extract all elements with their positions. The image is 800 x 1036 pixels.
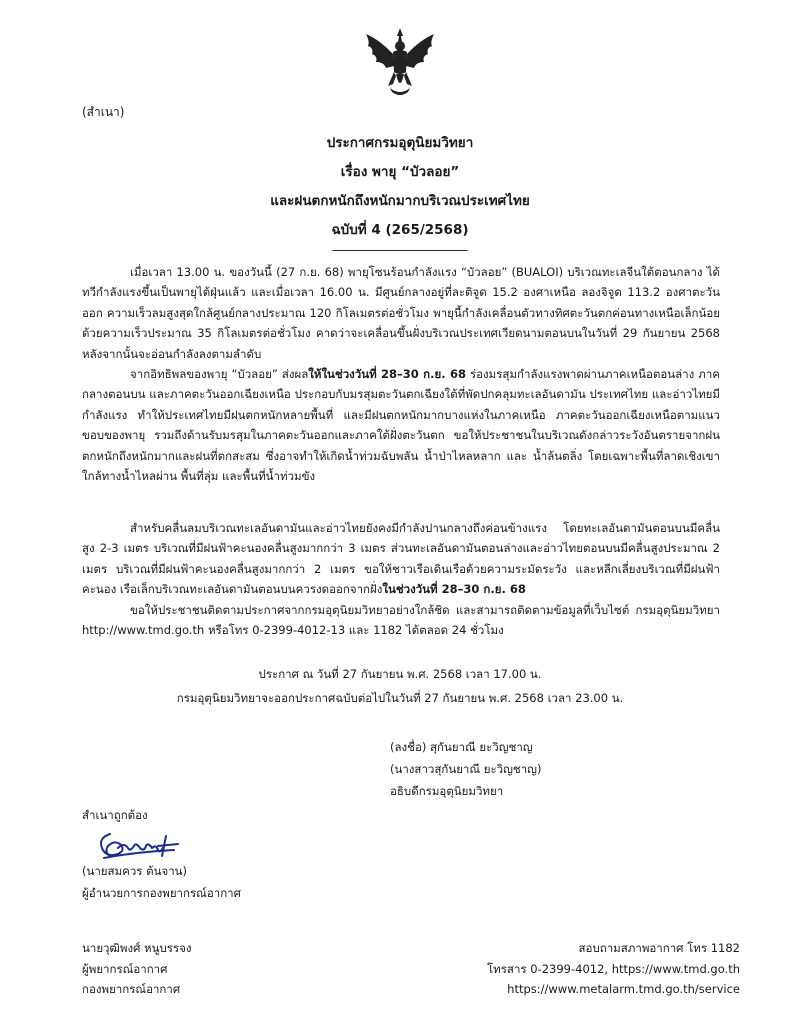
forecaster-role: ผู้พยากรณ์อากาศ — [82, 961, 168, 976]
contact-metalarm-link: https://www.metalarm.tmd.go.th/service — [507, 982, 740, 996]
p2-text-a: จากอิทธิพลของพายุ “บัวลอย” ส่งผล — [130, 367, 309, 381]
paragraph-storm-status: เมื่อเวลา 13.00 น. ของวันนี้ (27 ก.ย. 68) พายุโซนร้อนกำลังแรง “บัวลอย” (BUALOI) บริเวณทะเลจีนใต้ตอนกลาง ได้ทวีกำลังแรงขึ้นเป็นพายุไต้ฝุ่นแล้ว และเมื่อเวลา 16.00 น. มีศูนย์กลางอยู่ที่ละติจูด 15.2 องศาเหนือ ลองจิจูด 113.2 องศาตะวันออก ความเร็วลมสูงสุดใกล้ศูนย์กลางประมาณ 120 กิโลเมตรต่อชั่วโมง พายุนี้กำลังเคลื่อนตัวทางทิศตะวันตกค่อนทางเหนือเล็กน้อย ด้วยความเร็วประมาณ 35 กิโลเมตรต่อชั่วโมง คาดว่าจะเคลื่อนขึ้นฝั่งบริเวณประเทศเวียดนามตอนบนในวันที่ 29 กันยายน 2568 หลังจากนั้นจะอ่อนกำลังลงตามลำดับ — [82, 265, 720, 361]
p2-bold-period: ให้ในช่วงวันที่ 28–30 ก.ย. 68 — [308, 367, 466, 381]
contact-phone: สอบถามสภาพอากาศ โทร 1182 — [578, 941, 740, 955]
p3-text-a: สำหรับคลื่นลมบริเวณทะเลอันดามันและอ่าวไทยยังคงมีกำลังปานกลางถึงค่อนข้างแรง โดยทะเลอันดามันตอนบนมีคลื่นสูง 2-3 เมตร บริเวณที่มีฝนฟ้าคะนองคลื่นสูงมากกว่า 3 เมตร ส่วนทะเลอันดามันตอนล่างและอ่าวไทยตอนบนมีคลื่นสูงประมาณ 2 เมตร บริเวณที่มีฝนฟ้าคะนองคลื่นสูงมากกว่า 2 เมตร ขอให้ชาวเรือเดินเรือด้วยความระมัดระวัง และหลีกเลี่ยงบริเวณที่มีฝนฟ้าคะนอง เรือเล็กบริเวณทะเลอันดามันตอนบนควรงดออกจากฝั่ง — [82, 521, 720, 597]
certify-label: สำเนาถูกต้อง — [82, 808, 148, 822]
next-announcement: กรมอุตุนิยมวิทยาจะออกประกาศฉบับต่อไปในวันที่ 27 กันยายน พ.ศ. 2568 เวลา 23.00 น. — [176, 691, 624, 705]
signatory-signed: (ลงชื่อ) สุกันยาณี ยะวิญชาญ — [390, 740, 533, 754]
certifier-name: (นายสมควร ต้นจาน) — [82, 864, 187, 878]
signatory-name: (นางสาวสุกันยาณี ยะวิญชาญ) — [390, 762, 542, 776]
paragraph-contact: ขอให้ประชาชนติดตามประกาศจากกรมอุตุนิยมวิทยาอย่างใกล้ชิด และสามารถติดตามข้อมูลที่เว็บไซต์ กรมอุตุนิยมวิทยา http://www.tmd.go.th หรือโทร 0-2399-4012-13 และ 1182 ได้ตลอด 24 ชั่วโมง — [82, 603, 720, 638]
signatory-block — [390, 736, 541, 802]
document-subject-line2: และฝนตกหนักถึงหนักมากบริเวณประเทศไทย — [270, 193, 530, 209]
certifier-block — [82, 860, 241, 904]
signatory-position: อธิบดีกรมอุตุนิยมวิทยา — [390, 784, 504, 798]
forecaster-name: นายวุฒิพงศ์ หนูบรรจง — [82, 941, 192, 955]
forecaster-division: กองพยากรณ์อากาศ — [82, 982, 181, 996]
certifier-position: ผู้อำนวยการกองพยากรณ์อากาศ — [82, 886, 241, 900]
p2-text-b: ร่องมรสุมกำลังแรงพาดผ่านภาคเหนือตอนล่าง ภาคกลางตอนบน และภาคตะวันออกเฉียงเหนือ ประกอบกับมรสุมตะวันตกเฉียงใต้ที่พัดปกคลุมทะเลอันดามัน ประเทศไทย และอ่าวไทยมีกำลังแรง ทำให้ประเทศไทยมีฝนตกหนักหลายพื้นที่ และมีฝนตกหนักมากบางแห่งในภาคเหนือ ภาคตะวันออกเฉียงเหนือตามแนวขอบของพายุ รวมถึงด้านรับมรสุมในภาคตะวันออกและภาคใต้ฝั่งตะวันตก ขอให้ประชาชนในบริเวณดังกล่าวระวังอันตรายจากฝนตกหนักถึงหนักมากและฝนที่ตกสะสม ซึ่งอาจทำให้เกิดน้ำท่วมฉับพลัน น้ำป่าไหลหลาก และ น้ำล้นตลิ่ง โดยเฉพาะพื้นที่ลาดเชิงเขาใกล้ทางน้ำไหลผ่าน พื้นที่ลุ่ม และพื้นที่น้ำท่วมขัง — [82, 367, 720, 484]
contact-block — [487, 938, 740, 1000]
handwritten-signature — [96, 828, 182, 862]
copy-label: (สำเนา) — [82, 105, 125, 119]
forecaster-block — [82, 938, 192, 1000]
document-title: ประกาศกรมอุตุนิยมวิทยา — [326, 135, 474, 151]
garuda-emblem-icon — [360, 26, 440, 100]
paragraph-wave-warning — [82, 518, 720, 600]
document-subject: เรื่อง พายุ “บัวลอย” — [340, 164, 460, 180]
p3-bold-period: ในช่วงวันที่ 28–30 ก.ย. 68 — [382, 582, 526, 597]
contact-fax-website: โทรสาร 0-2399-4012, https://www.tmd.go.th — [487, 961, 740, 976]
title-divider: ____________________ — [332, 236, 468, 252]
paragraph-rain-warning — [82, 364, 720, 486]
announce-date: ประกาศ ณ วันที่ 27 กันยายน พ.ศ. 2568 เวลา 17.00 น. — [258, 667, 542, 681]
issue-number: ฉบับที่ 4 (265/2568) — [331, 222, 469, 238]
